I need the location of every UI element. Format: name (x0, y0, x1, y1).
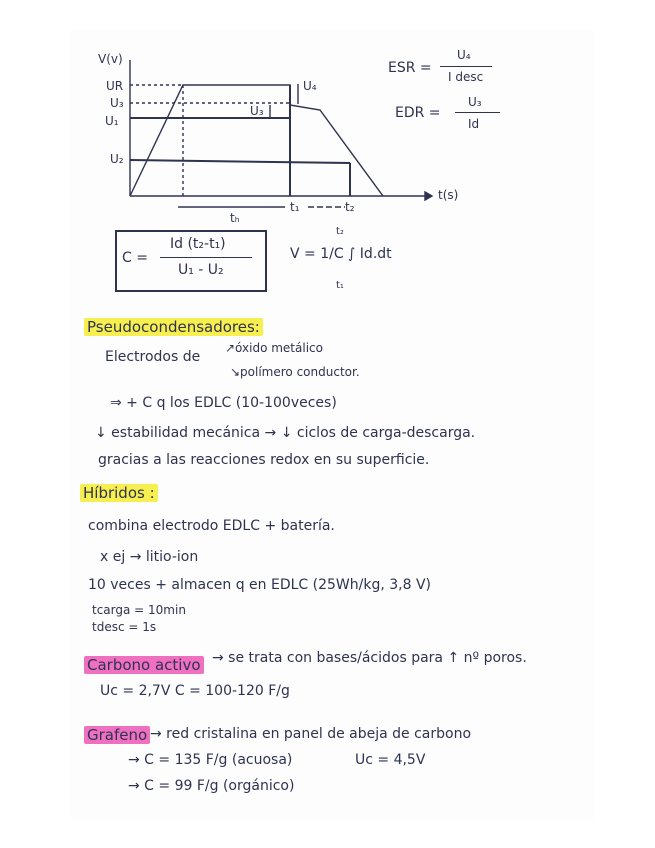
hibridos-line-1: combina electrodo EDLC + batería. (88, 518, 335, 534)
hibridos-line-4: tcarga = 10min (92, 603, 186, 617)
capacitance-label: C = (122, 250, 148, 266)
esr-numerator: U₄ (457, 48, 471, 62)
voltage-curve (130, 85, 383, 196)
integral-lower-limit: t₁ (336, 280, 344, 291)
u1-label: U₁ (105, 114, 119, 128)
hibridos-line-2: x ej → litio-ion (100, 549, 199, 565)
pseudo-option-metal-oxide: ↗óxido metálico (225, 341, 323, 355)
carbono-heading: Carbono activo (84, 656, 204, 674)
hibridos-line-3: 10 veces + almacen q en EDLC (25Wh/kg, 3,8 V) (88, 577, 431, 593)
u4-label: U₄ (303, 79, 317, 93)
pseudo-line-2: ↓ estabilidad mecánica → ↓ ciclos de carga-descarga. (95, 425, 476, 441)
th-label: tₕ (230, 211, 240, 225)
esr-denominator: I desc (448, 70, 484, 84)
edr-denominator: Id (468, 117, 480, 131)
u2-level-line (130, 160, 350, 163)
x-axis-arrow (425, 192, 432, 200)
t1-label: t₁ (290, 200, 300, 214)
capacitance-fraction-bar (160, 257, 252, 258)
hibridos-line-5: tdesc = 1s (92, 620, 157, 634)
carbono-values: Uc = 2,7V C = 100-120 F/g (100, 683, 290, 699)
capacitance-numerator: Id (t₂-t₁) (170, 236, 226, 252)
edr-label: EDR = (395, 105, 441, 121)
voltage-integral: V = 1/C ∫ Id.dt (290, 246, 392, 262)
capacitance-denominator: U₁ - U₂ (178, 262, 224, 278)
grafeno-heading: Grafeno (84, 726, 150, 744)
grafeno-description: → red cristalina en panel de abeja de carbono (150, 726, 472, 742)
u2-label: U₂ (110, 152, 124, 166)
pseudo-option-polymer: ↘polímero conductor. (230, 365, 360, 379)
pseudo-line-3: gracias a las reacciones redox en su superficie. (98, 452, 430, 468)
esr-fraction-bar (440, 66, 492, 67)
x-axis-label: t(s) (438, 188, 459, 202)
grafeno-aqueous: → C = 135 F/g (acuosa) (128, 752, 293, 768)
integral-upper-limit: t₂ (336, 226, 344, 237)
esr-label: ESR = (388, 60, 432, 76)
pseudo-heading: Pseudocondensadores: (84, 318, 263, 336)
u3-label: U₃ (250, 104, 264, 118)
edr-fraction-bar (455, 112, 500, 113)
grafeno-organic: → C = 99 F/g (orgánico) (128, 778, 295, 794)
y-axis-label: V(v) (98, 52, 123, 66)
pseudo-electrodos: Electrodos de (105, 349, 201, 365)
ur-label: UR (106, 79, 124, 93)
pseudo-line-1: ⇒ + C q los EDLC (10-100veces) (110, 395, 337, 411)
edr-numerator: U₃ (468, 95, 482, 109)
u3-tick-label: U₃ (110, 96, 124, 110)
carbono-description: → se trata con bases/ácidos para ↑ nº poros. (212, 650, 527, 666)
hibridos-heading: Híbridos : (80, 484, 158, 502)
grafeno-uc: Uc = 4,5V (355, 752, 426, 768)
t2-label: t₂ (345, 200, 355, 214)
